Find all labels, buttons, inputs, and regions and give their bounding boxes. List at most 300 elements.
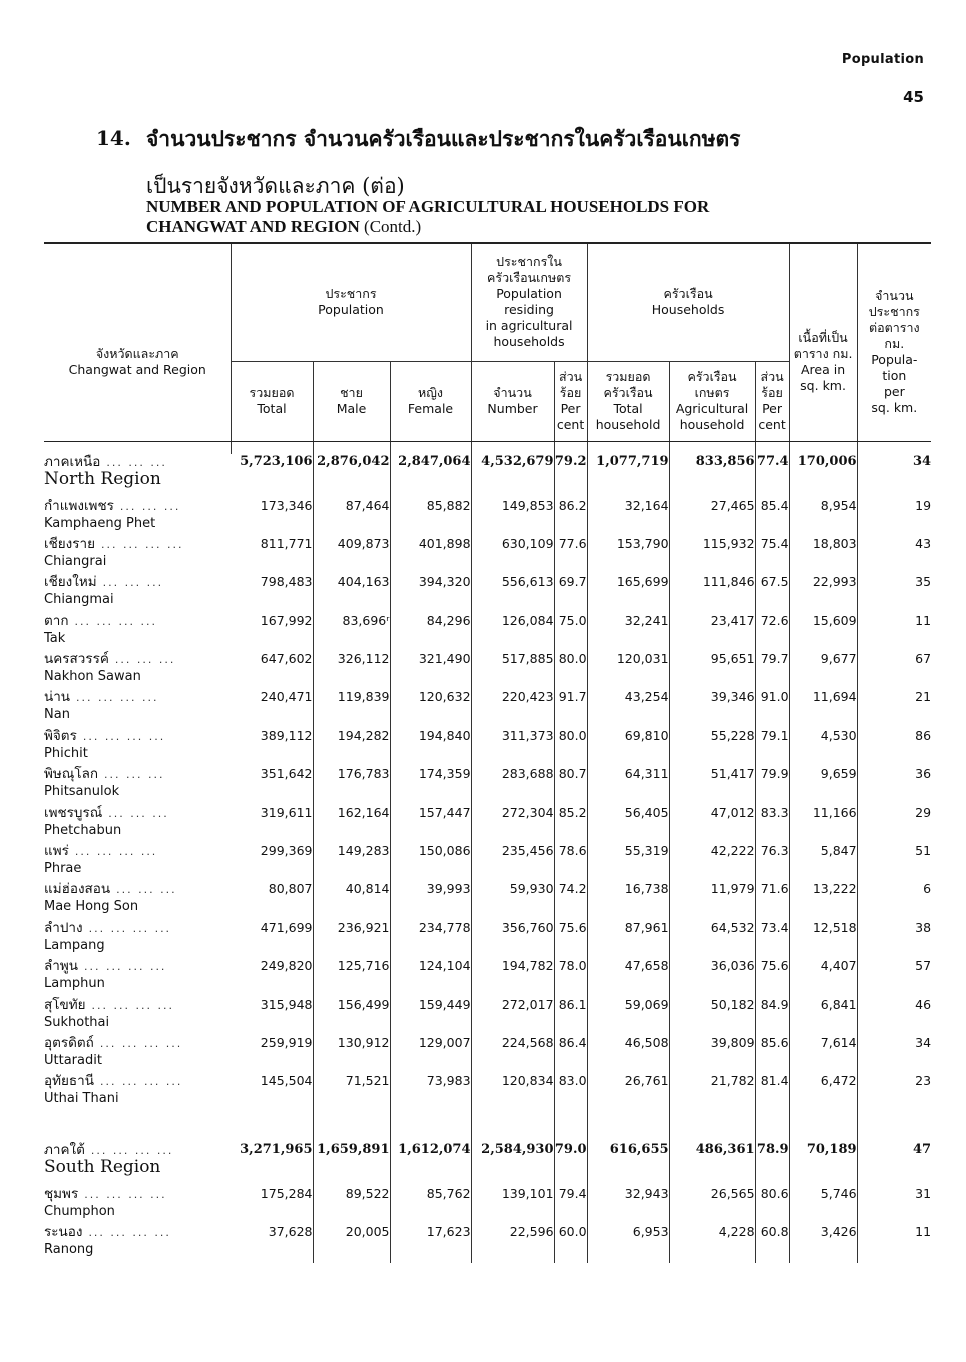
row-label-thai: ระนอง [44, 1224, 83, 1241]
header-agri-population [471, 243, 587, 361]
cell-total: 389,112 [231, 728, 313, 766]
cell-hh-agri: 55,228 [669, 728, 755, 766]
table-body [44, 441, 931, 1263]
header-agri-pop-en1: Population [496, 286, 562, 302]
header-percent-en1: Per [560, 401, 581, 416]
cell-density: 11 [915, 1224, 932, 1240]
row-label [44, 689, 231, 727]
leader-dots: ... ... ... ... [101, 537, 184, 551]
header-total-hh-th1: รวมยอด [605, 369, 651, 384]
cell-hh-total: 56,405 [587, 805, 669, 843]
header-female-th: หญิง [418, 385, 444, 400]
row-label [44, 997, 231, 1035]
cell-hh-agri: 26,565 [669, 1186, 755, 1224]
cell-hh-agri: 39,346 [669, 689, 755, 727]
cell-density: 11 [915, 612, 932, 628]
cell-male: 89,522 [313, 1186, 390, 1224]
header-total-hh-en1: Total [613, 401, 643, 416]
row-label-thai: เชียงราย [44, 535, 96, 552]
header-area-en1: Area in [801, 362, 846, 378]
cell-hh-agri: 42,222 [669, 843, 755, 881]
cell-hh-total: 47,658 [587, 958, 669, 996]
cell-density: 31 [915, 1185, 932, 1201]
cell-hh-agri: 23,417 [669, 613, 755, 651]
cell-agri-percent: 75.6 [554, 920, 587, 958]
cell-hh-percent: 85.4 [755, 498, 789, 536]
cell-male: 326,112 [313, 651, 390, 689]
header-density [857, 243, 931, 441]
row-label-english: Chiangmai [44, 592, 114, 608]
header-density-en2: tion [882, 368, 907, 384]
cell-hh-total: 32,164 [587, 498, 669, 536]
row-label-english: Ranong [44, 1242, 94, 1258]
cell-density: 47 [912, 1141, 932, 1157]
cell-density: 29 [915, 804, 932, 820]
cell-hh-total: 55,319 [587, 843, 669, 881]
cell-male: 409,873 [313, 536, 390, 574]
cell-density: 34 [915, 1034, 932, 1050]
cell-agri-percent: 86.1 [554, 997, 587, 1035]
cell-female: 401,898 [390, 536, 471, 574]
cell-hh-total: 32,241 [587, 613, 669, 651]
cell-hh-percent: 78.9 [755, 1142, 789, 1186]
cell-hh-agri: 36,036 [669, 958, 755, 996]
cell-female: 194,840 [390, 728, 471, 766]
cell-agri-percent: 80.7 [554, 766, 587, 804]
cell-total: 37,628 [231, 1224, 313, 1262]
cell-hh-percent: 71.6 [755, 881, 789, 919]
header-density-th4: กม. [884, 336, 905, 352]
header-percent [554, 361, 587, 441]
header-density-th1: จำนวน [875, 288, 914, 304]
cell-density: 57 [915, 958, 932, 974]
leader-dots: ... ... ... [106, 455, 167, 469]
table-row [44, 1224, 931, 1262]
header-number-th: จำนวน [493, 385, 532, 400]
row-label-english: Uttaradit [44, 1052, 102, 1068]
row-label-thai: น่าน [44, 689, 71, 706]
row-label-thai: นครสวรรค์ [44, 651, 109, 668]
cell-density: 67 [915, 651, 932, 667]
row-label [44, 454, 231, 498]
row-label-thai: ตาก [44, 612, 69, 629]
cell-hh-total: 69,810 [587, 728, 669, 766]
cell-total: 5,723,106 [231, 454, 313, 498]
table-row [44, 689, 931, 727]
cell-male: 130,912 [313, 1035, 390, 1073]
cell-female: 120,632 [390, 689, 471, 727]
cell-hh-total: 26,761 [587, 1073, 669, 1111]
row-label [44, 1224, 231, 1262]
cell-agri-percent: 74.2 [554, 881, 587, 919]
cell-agri-percent: 75.0 [554, 613, 587, 651]
title-english-line-1: NUMBER AND POPULATION OF AGRICULTURAL HOUSEHOLDS FOR [146, 197, 710, 216]
cell-agri-number: 224,568 [471, 1035, 554, 1073]
cell-male: 194,282 [313, 728, 390, 766]
cell-female: 150,086 [390, 843, 471, 881]
cell-agri-number: 556,613 [471, 574, 554, 612]
cell-hh-percent: 77.4 [755, 454, 789, 498]
header-percent-en2: cent [556, 417, 585, 432]
header-agri-pop-en2: residing [504, 302, 554, 318]
header-total-hh-th2: ครัวเรือน [603, 385, 653, 400]
row-label-thai: กำแพงเพชร [44, 497, 114, 514]
header-male [313, 361, 390, 441]
cell-male: 404,163 [313, 574, 390, 612]
cell-area: 18,803 [789, 536, 857, 574]
cell-male: 83,696ʳ [313, 613, 390, 651]
cell-hh-percent: 83.3 [755, 805, 789, 843]
cell-agri-number: 220,423 [471, 689, 554, 727]
cell-density: 23 [915, 1073, 932, 1089]
leader-dots: ... ... ... ... [88, 921, 172, 935]
cell-male: 40,814 [313, 881, 390, 919]
cell-hh-percent: 67.5 [755, 574, 789, 612]
header-total [231, 361, 313, 441]
header-number [471, 361, 554, 441]
row-label [44, 1035, 231, 1073]
cell-total: 167,992 [231, 613, 313, 651]
header-agri-hh-en2: household [679, 417, 745, 432]
title-contd: (Contd.) [364, 217, 422, 236]
row-label-english: Sukhothai [44, 1014, 110, 1030]
cell-hh-total: 120,031 [587, 651, 669, 689]
cell-agri-number: 272,304 [471, 805, 554, 843]
header-agri-household [669, 361, 755, 441]
cell-area: 170,006 [789, 454, 857, 498]
cell-hh-total: 43,254 [587, 689, 669, 727]
cell-area: 8,954 [789, 498, 857, 536]
cell-hh-percent: 75.6 [755, 958, 789, 996]
table-row [44, 881, 931, 919]
cell-male: 20,005 [313, 1224, 390, 1262]
table-row [44, 1035, 931, 1073]
header-hh-percent-en1: Per [762, 401, 783, 416]
cell-agri-number: 126,084 [471, 613, 554, 651]
cell-female: 321,490 [390, 651, 471, 689]
cell-male: 149,283 [313, 843, 390, 881]
leader-dots: ... ... ... [119, 499, 181, 513]
header-hh-percent-th1: ส่วน [760, 369, 784, 384]
row-label-english: South Region [44, 1156, 161, 1177]
row-label [44, 1142, 231, 1186]
cell-agri-percent: 80.0 [554, 728, 587, 766]
row-label-thai: ชุมพร [44, 1185, 79, 1202]
cell-hh-percent: 60.8 [755, 1224, 789, 1262]
row-label-english: Lampang [44, 937, 105, 953]
cell-male: 156,499 [313, 997, 390, 1035]
row-label [44, 1073, 231, 1111]
cell-hh-agri: 115,932 [669, 536, 755, 574]
row-label [44, 958, 231, 996]
row-label [44, 613, 231, 651]
table-row [44, 805, 931, 843]
cell-hh-agri: 27,465 [669, 498, 755, 536]
cell-male: 125,716 [313, 958, 390, 996]
header-male-en: Male [336, 401, 367, 416]
title-thai-line-1: จำนวนประชากร จำนวนครัวเรือนและประชากรในครัวเรือนเกษตร [146, 126, 741, 151]
cell-female: 17,623 [390, 1224, 471, 1262]
cell-area: 9,677 [789, 651, 857, 689]
table-row [44, 728, 931, 766]
cell-agri-number: 517,885 [471, 651, 554, 689]
leader-dots: ... ... ... ... [90, 1143, 174, 1157]
row-label-english: Nan [44, 707, 70, 723]
row-label [44, 498, 231, 536]
row-label [44, 843, 231, 881]
cell-agri-percent: 79.0 [554, 1142, 587, 1186]
cell-total: 315,948 [231, 997, 313, 1035]
cell-hh-agri: 95,651 [669, 651, 755, 689]
cell-total: 319,611 [231, 805, 313, 843]
title-english-line-2 [146, 217, 421, 237]
cell-hh-total: 32,943 [587, 1186, 669, 1224]
cell-female: 85,762 [390, 1186, 471, 1224]
leader-dots: ... ... ... [114, 653, 176, 667]
cell-area: 9,659 [789, 766, 857, 804]
cell-area: 11,166 [789, 805, 857, 843]
leader-dots: ... ... ... ... [91, 998, 174, 1012]
cell-agri-number: 2,584,930 [471, 1142, 554, 1186]
cell-hh-percent: 81.4 [755, 1073, 789, 1111]
leader-dots: ... ... ... ... [74, 614, 157, 628]
header-hh-percent-en2: cent [758, 417, 786, 432]
leader-dots: ... ... ... [102, 576, 164, 590]
cell-agri-number: 139,101 [471, 1186, 554, 1224]
cell-density: 43 [915, 535, 932, 551]
cell-density: 36 [915, 766, 932, 782]
cell-hh-percent: 85.6 [755, 1035, 789, 1073]
header-area [789, 243, 857, 441]
header-households-en: Households [651, 302, 725, 318]
cell-hh-percent: 79.1 [755, 728, 789, 766]
table-number: 14. [96, 126, 131, 150]
row-label-thai: อุตรดิตถ์ [44, 1034, 94, 1051]
cell-total: 299,369 [231, 843, 313, 881]
table-row [44, 1073, 931, 1111]
cell-hh-agri: 21,782 [669, 1073, 755, 1111]
row-label [44, 766, 231, 804]
header-area-th2: ตาราง กม. [793, 346, 853, 362]
cell-area: 5,847 [789, 843, 857, 881]
row-label [44, 1186, 231, 1224]
header-hh-percent-th2: ร้อย [761, 385, 783, 400]
cell-total: 351,642 [231, 766, 313, 804]
header-hh-percent [755, 361, 789, 441]
cell-hh-agri: 47,012 [669, 805, 755, 843]
header-male-th: ชาย [340, 385, 363, 400]
cell-hh-agri: 833,856 [669, 454, 755, 498]
cell-area: 3,426 [789, 1224, 857, 1262]
row-label-english: Uthai Thani [44, 1091, 119, 1107]
header-area-en2: sq. km. [800, 378, 846, 394]
row-label-english: Phitsanulok [44, 784, 120, 800]
cell-agri-percent: 79.4 [554, 1186, 587, 1224]
header-agri-pop-th1: ประชากรใน [496, 254, 562, 270]
cell-hh-agri: 51,417 [669, 766, 755, 804]
row-label-thai: ลำปาง [44, 919, 83, 936]
cell-female: 394,320 [390, 574, 471, 612]
cell-density: 86 [915, 727, 932, 743]
cell-area: 4,407 [789, 958, 857, 996]
header-region-th: จังหวัดและภาค [95, 346, 179, 362]
cell-hh-percent: 75.4 [755, 536, 789, 574]
table-header [44, 243, 931, 441]
cell-area: 6,841 [789, 997, 857, 1035]
cell-agri-number: 630,109 [471, 536, 554, 574]
cell-male: 162,164 [313, 805, 390, 843]
cell-male: 1,659,891 [313, 1142, 390, 1186]
header-number-en: Number [487, 401, 538, 416]
header-agri-hh-th1: ครัวเรือน [687, 369, 737, 384]
cell-agri-percent: 83.0 [554, 1073, 587, 1111]
cell-hh-percent: 73.4 [755, 920, 789, 958]
leader-dots: ... ... ... [116, 883, 177, 897]
cell-area: 70,189 [789, 1142, 857, 1186]
leader-dots: ... ... ... ... [88, 1226, 171, 1240]
header-households [587, 243, 789, 361]
table-row [44, 766, 931, 804]
cell-hh-agri: 50,182 [669, 997, 755, 1035]
cell-agri-number: 22,596 [471, 1224, 554, 1262]
cell-area: 13,222 [789, 881, 857, 919]
cell-total: 145,504 [231, 1073, 313, 1111]
header-density-th3: ต่อตาราง [869, 320, 920, 336]
cell-area: 7,614 [789, 1035, 857, 1073]
row-label-thai: แม่ฮ่องสอน [44, 881, 111, 898]
row-label-thai: ภาคเหนือ [44, 453, 101, 470]
row-label-english: Phichit [44, 745, 88, 761]
leader-dots: ... ... ... ... [84, 1187, 167, 1201]
leader-dots: ... ... ... ... [83, 960, 167, 974]
cell-area: 6,472 [789, 1073, 857, 1111]
cell-density: 46 [915, 996, 932, 1012]
cell-hh-agri: 486,361 [669, 1142, 755, 1186]
cell-density: 38 [915, 919, 932, 935]
cell-agri-percent: 78.0 [554, 958, 587, 996]
cell-agri-number: 356,760 [471, 920, 554, 958]
header-density-en3: per [883, 384, 905, 400]
cell-agri-percent: 60.0 [554, 1224, 587, 1262]
cell-male: 236,921 [313, 920, 390, 958]
cell-area: 4,530 [789, 728, 857, 766]
title-english-main: CHANGWAT AND REGION [146, 217, 360, 236]
header-region-en: Changwat and Region [68, 362, 206, 378]
cell-hh-percent: 79.9 [755, 766, 789, 804]
cell-agri-percent: 79.2 [554, 454, 587, 498]
cell-agri-number: 272,017 [471, 997, 554, 1035]
cell-total: 471,699 [231, 920, 313, 958]
cell-hh-total: 46,508 [587, 1035, 669, 1073]
header-agri-hh-th2: เกษตร [694, 385, 730, 400]
cell-agri-percent: 69.7 [554, 574, 587, 612]
cell-female: 174,359 [390, 766, 471, 804]
row-label-thai: พิษณุโลก [44, 766, 99, 783]
cell-hh-total: 6,953 [587, 1224, 669, 1262]
running-head: Population [841, 52, 924, 67]
row-label [44, 728, 231, 766]
cell-total: 259,919 [231, 1035, 313, 1073]
cell-agri-percent: 77.6 [554, 536, 587, 574]
cell-male: 119,839 [313, 689, 390, 727]
table-row [44, 574, 931, 612]
table-row [44, 997, 931, 1035]
row-label [44, 920, 231, 958]
cell-female: 84,296 [390, 613, 471, 651]
cell-female: 129,007 [390, 1035, 471, 1073]
table-row [44, 651, 931, 689]
cell-female: 1,612,074 [390, 1142, 471, 1186]
cell-density: 34 [912, 453, 932, 469]
row-label [44, 881, 231, 919]
row-label [44, 574, 231, 612]
row-label [44, 805, 231, 843]
cell-total: 240,471 [231, 689, 313, 727]
header-female-en: Female [407, 401, 454, 416]
cell-male: 87,464 [313, 498, 390, 536]
header-total-en: Total [257, 401, 287, 416]
statistics-table [44, 242, 931, 1263]
cell-female: 39,993 [390, 881, 471, 919]
header-density-en4: sq. km. [871, 400, 918, 416]
cell-female: 2,847,064 [390, 454, 471, 498]
row-label-english: Chiangrai [44, 553, 107, 569]
cell-agri-number: 194,782 [471, 958, 554, 996]
header-agri-hh-en1: Agricultural [675, 401, 749, 416]
row-label-english: Phrae [44, 861, 82, 877]
row-label-thai: พิจิตร [44, 727, 77, 744]
cell-area: 15,609 [789, 613, 857, 651]
row-label-english: Chumphon [44, 1203, 115, 1219]
row-label-english: Phetchabun [44, 822, 122, 838]
cell-agri-number: 120,834 [471, 1073, 554, 1111]
table-row [44, 498, 931, 536]
cell-agri-percent: 80.0 [554, 651, 587, 689]
header-households-th: ครัวเรือน [663, 286, 713, 302]
cell-total: 811,771 [231, 536, 313, 574]
row-label-english: Lamphun [44, 976, 105, 992]
table-row [44, 958, 931, 996]
spacer-row [44, 441, 931, 454]
region-row [44, 454, 931, 498]
table-row [44, 1186, 931, 1224]
cell-hh-total: 1,077,719 [587, 454, 669, 498]
header-agri-pop-th2: ครัวเรือนเกษตร [487, 270, 572, 286]
cell-hh-total: 59,069 [587, 997, 669, 1035]
spacer-row [44, 1112, 931, 1142]
row-label-thai: สุโขทัย [44, 996, 86, 1013]
cell-density: 51 [915, 843, 932, 859]
cell-area: 12,518 [789, 920, 857, 958]
cell-hh-agri: 111,846 [669, 574, 755, 612]
table-row [44, 613, 931, 651]
cell-hh-agri: 39,809 [669, 1035, 755, 1073]
cell-agri-number: 59,930 [471, 881, 554, 919]
cell-agri-percent: 86.4 [554, 1035, 587, 1073]
header-density-en1: Popula- [871, 352, 918, 368]
header-percent-th2: ร้อย [559, 385, 582, 400]
header-total-household [587, 361, 669, 441]
header-region [44, 243, 231, 441]
row-label-english: Nakhon Sawan [44, 669, 141, 685]
leader-dots: ... ... ... [108, 806, 169, 820]
cell-female: 73,983 [390, 1073, 471, 1111]
cell-hh-total: 165,699 [587, 574, 669, 612]
cell-area: 22,993 [789, 574, 857, 612]
cell-agri-number: 311,373 [471, 728, 554, 766]
header-population-th: ประชากร [325, 286, 377, 302]
cell-hh-percent: 79.7 [755, 651, 789, 689]
